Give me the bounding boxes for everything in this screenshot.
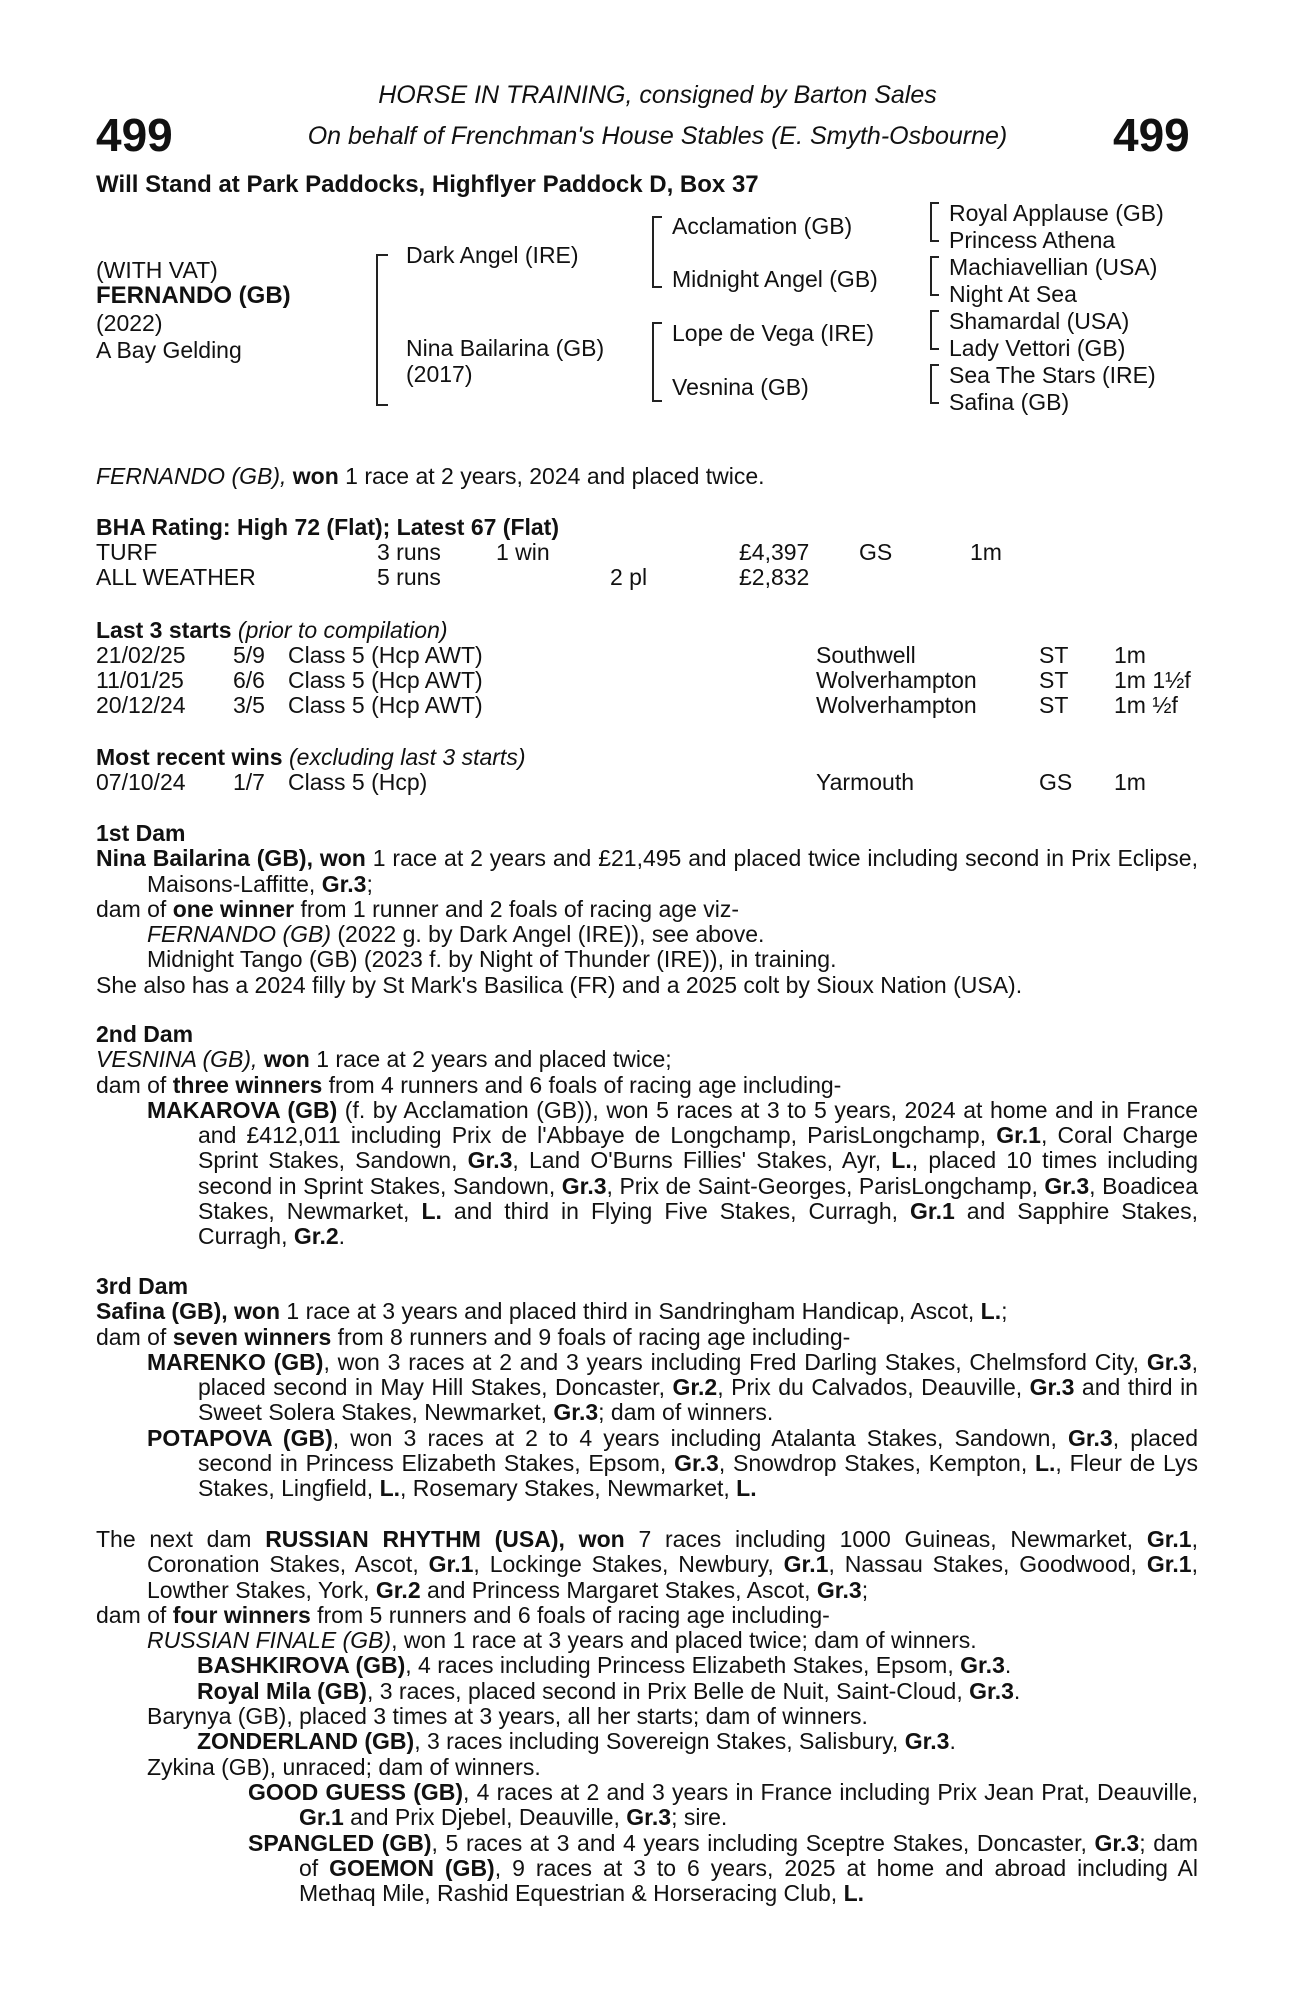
recent-wins-heading — [96, 744, 525, 770]
next-dam-section — [96, 1527, 1198, 1906]
pedigree-brace-g34 — [930, 256, 939, 296]
foaling-year: (2022) — [96, 310, 163, 336]
pedigree-ggd4: Safina (GB) — [949, 389, 1070, 415]
summary-horse-name: FERNANDO (GB), — [96, 463, 287, 489]
start-class: Class 5 (Hcp AWT) — [288, 667, 483, 693]
third-dam-section — [96, 1274, 1198, 1502]
start-row — [96, 642, 1206, 667]
foal-russian-finale: RUSSIAN FINALE (GB), won 1 race at 3 years and placed twice; dam of winners. — [147, 1627, 977, 1654]
pedigree-ggd2: Night At Sea — [949, 281, 1077, 307]
rating-going: GS — [859, 539, 893, 565]
start-date: 20/12/24 — [96, 692, 186, 718]
pedigree-ggs4: Sea The Stars (IRE) — [949, 362, 1156, 388]
recent-wins-title: Most recent wins — [96, 744, 283, 770]
rating-wins: 1 win — [496, 539, 550, 565]
pedigree-brace-g12 — [930, 202, 939, 242]
second-dam-section — [96, 1022, 1198, 1250]
foal-bashkirova: BASHKIROVA (GB), 4 races including Princess Elizabeth Stakes, Epsom, Gr.3. — [197, 1652, 1012, 1679]
lot-number-right: 499 — [1113, 109, 1190, 161]
pedigree-dam-sire: Lope de Vega (IRE) — [672, 320, 875, 346]
start-class: Class 5 (Hcp AWT) — [288, 642, 483, 668]
start-class: Class 5 (Hcp AWT) — [288, 692, 483, 718]
first-dam-record: Nina Bailarina (GB), won 1 race at 2 years and £21,495 and placed twice including second in Prix Eclipse, Maisons-Laffitte, Gr.3; — [96, 845, 1198, 897]
foal-spangled: SPANGLED (GB), 5 races at 3 and 4 years including Sceptre Stakes, Doncaster, Gr.3; dam of GOEMON (GB), 9 races at 3 to 6 years, 2025 at home and abroad including Al Methaq Mile, Rashid Equestrian & Horseracing Club, L. — [248, 1829, 1198, 1907]
start-date: 21/02/25 — [96, 642, 186, 668]
win-going: GS — [1039, 769, 1073, 795]
start-going: ST — [1039, 667, 1069, 693]
first-dam-foal-1: FERNANDO (GB) (2022 g. by Dark Angel (IRE)), see above. — [147, 921, 765, 948]
pedigree-ggd1: Princess Athena — [949, 227, 1116, 253]
next-dam-produce: dam of four winners from 5 runners and 6 foals of racing age including- — [96, 1601, 830, 1628]
race-summary — [96, 463, 765, 489]
pedigree-ggd3: Lady Vettori (GB) — [949, 335, 1126, 361]
summary-text: 1 race at 2 years, 2024 and placed twice. — [338, 463, 765, 489]
foal-royal-mila: Royal Mila (GB), 3 races, placed second in Prix Belle de Nuit, Saint-Cloud, Gr.3. — [197, 1677, 1021, 1704]
second-dam-produce: dam of three winners from 4 runners and 6 foals of racing age including- — [96, 1071, 842, 1098]
third-dam-foal-marenko: MARENKO (GB), won 3 races at 2 and 3 years including Fred Darling Stakes, Chelmsford City, Gr.3, placed second in May Hill Stakes, Doncaster, Gr.2, Prix du Calvados, Deauville, Gr.3 and third in Sweet Solera Stakes, Newmarket, Gr.3; dam of winners. — [147, 1348, 1198, 1426]
rating-runs: 3 runs — [377, 539, 441, 565]
bha-rating: BHA Rating: High 72 (Flat); Latest 67 (Flat) — [96, 514, 559, 540]
stand-location: Will Stand at Park Paddocks, Highflyer Paddock D, Box 37 — [96, 171, 759, 198]
win-position: 1/7 — [233, 769, 265, 795]
first-dam-later-foals: She also has a 2024 filly by St Mark's Basilica (FR) and a 2025 colt by Sioux Nation (USA). — [96, 971, 1023, 998]
next-dam-record: The next dam RUSSIAN RHYTHM (USA), won 7 races including 1000 Guineas, Newmarket, Gr.1, Coronation Stakes, Ascot, Gr.1, Lockinge Stakes, Newbury, Gr.1, Nassau Stakes, Goodwood, Gr.1, Lowther Stakes, York, Gr.2 and Princess Margaret Stakes, Ascot, Gr.3; — [96, 1526, 1198, 1603]
start-course: Wolverhampton — [816, 667, 977, 693]
start-distance: 1m ½f — [1114, 692, 1178, 718]
win-distance: 1m — [1114, 769, 1146, 795]
last-starts-note: (prior to compilation) — [237, 617, 448, 643]
start-position: 3/5 — [233, 692, 265, 718]
rating-surface: ALL WEATHER — [96, 564, 256, 590]
rating-surface: TURF — [96, 539, 158, 565]
start-row — [96, 667, 1206, 692]
rating-row-turf — [96, 539, 1206, 564]
start-course: Wolverhampton — [816, 692, 977, 718]
pedigree-brace-g78 — [930, 364, 939, 404]
rating-row-aw — [96, 564, 1206, 589]
first-dam-heading: 1st Dam — [96, 820, 186, 846]
second-dam-record: VESNINA (GB), won 1 race at 2 years and placed twice; — [96, 1046, 672, 1073]
pedigree-dam-year: (2017) — [406, 361, 473, 387]
pedigree-dam: Nina Bailarina (GB) — [406, 335, 605, 361]
rating-runs: 5 runs — [377, 564, 441, 590]
last-starts-title: Last 3 starts — [96, 617, 232, 643]
pedigree-brace-sire — [652, 216, 662, 288]
second-dam-foal-makarova: MAKAROVA (GB) (f. by Acclamation (GB)), won 5 races at 3 to 5 years, 2024 at home and in France and £412,011 including Prix de l'Abbaye de Longchamp, ParisLongchamp, Gr.1, Coral Charge Sprint Stakes, Sandown, Gr.3, Land O'Burns Fillies' Stakes, Ayr, L., placed 10 times including second in Sprint Stakes, Sandown, Gr.3, Prix de Saint-Georges, ParisLongchamp, Gr.3, Boadicea Stakes, Newmarket, L. and third in Flying Five Stakes, Curragh, Gr.1 and Sapphire Stakes, Curragh, Gr.2. — [147, 1096, 1198, 1250]
horse-name: FERNANDO (GB) — [96, 282, 291, 309]
recent-wins-note: (excluding last 3 starts) — [289, 744, 526, 770]
start-course: Southwell — [816, 642, 916, 668]
win-row — [96, 769, 1206, 794]
first-dam-section — [96, 821, 1198, 998]
third-dam-foal-potapova: POTAPOVA (GB), won 3 races at 2 to 4 years including Atalanta Stakes, Sandown, Gr.3, placed second in Princess Elizabeth Stakes, Epsom, Gr.3, Snowdrop Stakes, Kempton, L., Fleur de Lys Stakes, Lingfield, L., Rosemary Stakes, Newmarket, L. — [147, 1424, 1199, 1502]
rating-earnings: £2,832 — [739, 564, 810, 590]
pedigree-sire-dam: Midnight Angel (GB) — [672, 266, 878, 292]
pedigree-ggs1: Royal Applause (GB) — [949, 200, 1164, 226]
second-dam-heading: 2nd Dam — [96, 1021, 194, 1047]
pedigree-ggs3: Shamardal (USA) — [949, 308, 1130, 334]
foal-zonderland: ZONDERLAND (GB), 3 races including Sovereign Stakes, Salisbury, Gr.3. — [197, 1728, 956, 1755]
rating-placed: 2 pl — [610, 564, 648, 590]
start-position: 6/6 — [233, 667, 265, 693]
summary-won: won — [292, 463, 339, 489]
lot-number-left: 499 — [96, 109, 173, 161]
start-going: ST — [1039, 642, 1069, 668]
third-dam-produce: dam of seven winners from 8 runners and 9 foals of racing age including- — [96, 1323, 851, 1350]
start-row — [96, 692, 1206, 717]
pedigree-sire-sire: Acclamation (GB) — [672, 213, 853, 239]
start-going: ST — [1039, 692, 1069, 718]
win-class: Class 5 (Hcp) — [288, 769, 428, 795]
rating-distance: 1m — [970, 539, 1002, 565]
pedigree-brace-dam — [652, 322, 662, 402]
third-dam-heading: 3rd Dam — [96, 1273, 189, 1299]
catalogue-title: HORSE IN TRAINING, consigned by Barton Sales — [378, 81, 937, 109]
win-course: Yarmouth — [816, 769, 915, 795]
consignor-line: On behalf of Frenchman's House Stables (E. Smyth-Osbourne) — [307, 122, 1008, 150]
pedigree-brace-g56 — [930, 310, 939, 350]
start-distance: 1m — [1114, 642, 1146, 668]
pedigree-dam-dam: Vesnina (GB) — [672, 374, 809, 400]
foal-barynya: Barynya (GB), placed 3 times at 3 years, all her starts; dam of winners. — [147, 1703, 868, 1730]
start-position: 5/9 — [233, 642, 265, 668]
pedigree-sire: Dark Angel (IRE) — [406, 242, 579, 268]
first-dam-foal-2: Midnight Tango (GB) (2023 f. by Night of Thunder (IRE)), in training. — [147, 946, 837, 973]
vat-note: (WITH VAT) — [96, 257, 218, 283]
foal-zykina: Zykina (GB), unraced; dam of winners. — [147, 1753, 541, 1780]
start-date: 11/01/25 — [96, 667, 184, 693]
foal-good-guess: GOOD GUESS (GB), 4 races at 2 and 3 years in France including Prix Jean Prat, Deauville, Gr.1 and Prix Djebel, Deauville, Gr.3; sire. — [248, 1778, 1198, 1831]
third-dam-record: Safina (GB), won 1 race at 3 years and placed third in Sandringham Handicap, Ascot, L.; — [96, 1298, 1008, 1325]
pedigree-brace-main — [376, 254, 388, 406]
start-distance: 1m 1½f — [1114, 667, 1191, 693]
pedigree-ggs2: Machiavellian (USA) — [949, 254, 1158, 280]
first-dam-produce: dam of one winner from 1 runner and 2 foals of racing age viz- — [96, 895, 740, 922]
win-date: 07/10/24 — [96, 769, 186, 795]
rating-earnings: £4,397 — [739, 539, 810, 565]
last-starts-heading — [96, 617, 448, 643]
horse-description: A Bay Gelding — [96, 337, 242, 363]
